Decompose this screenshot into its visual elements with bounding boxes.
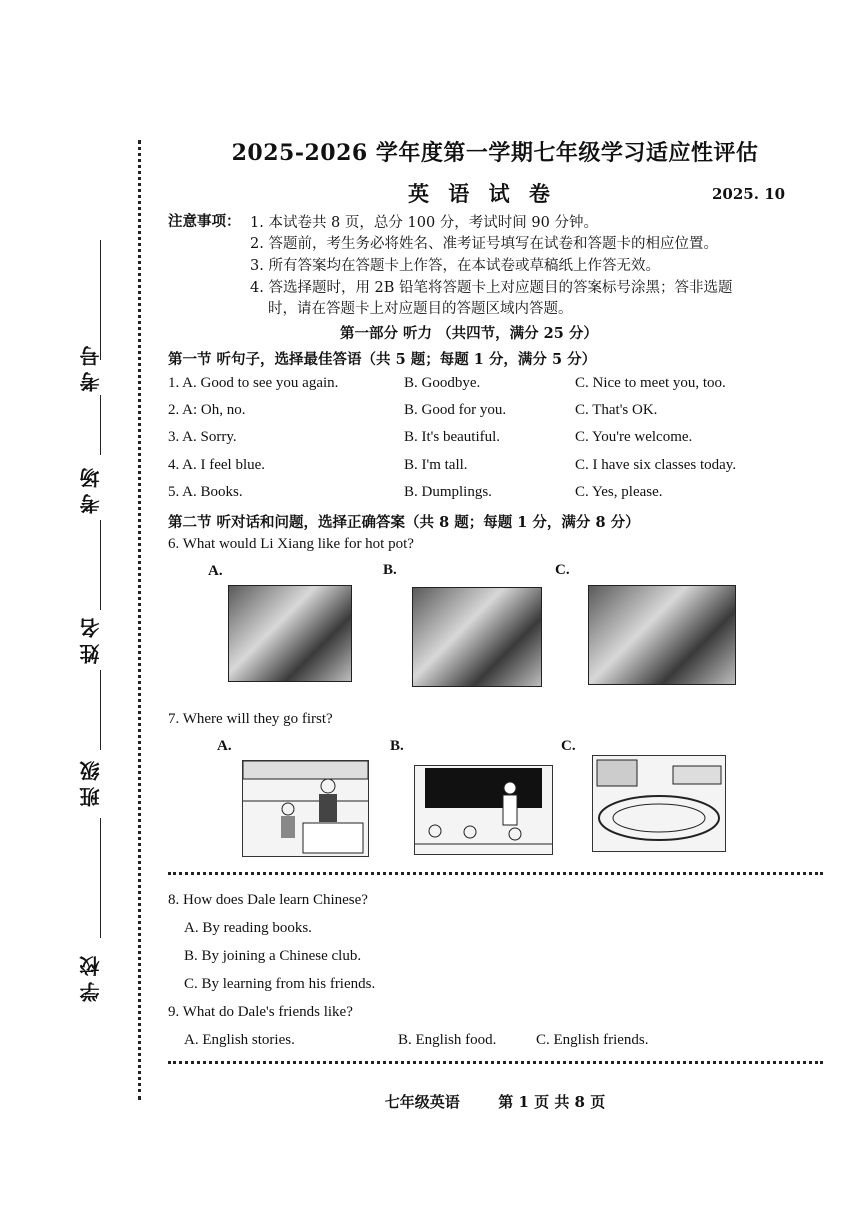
- part1-title: 第一部分 听力 （共四节，满分 25 分）: [340, 325, 598, 342]
- q4-option-c: C. I have six classes today.: [575, 457, 737, 473]
- classroom-drawing-icon: [415, 766, 552, 854]
- q6-image-a: [228, 585, 352, 682]
- field-line-class: [100, 670, 101, 750]
- exam-date: 2025. 10: [712, 185, 786, 203]
- sports-field-drawing-icon: [593, 756, 725, 851]
- notice-line: 2. 答题前，考生务必将姓名、准考证号填写在试卷和答题卡的相应位置。: [250, 236, 718, 252]
- q9-text: 9. What do Dale's friends like?: [168, 1004, 353, 1020]
- q9-option-a: A. English stories.: [184, 1032, 295, 1048]
- section1-title: 第一节 听句子，选择最佳答语（共 5 题；每题 1 分，满分 5 分）: [168, 351, 597, 368]
- field-line-name: [100, 520, 101, 610]
- field-label-exam-number: 考号: [79, 340, 103, 392]
- q7-label-b: B.: [390, 738, 404, 754]
- q7-image-a: [242, 760, 369, 857]
- q7-image-b: [414, 765, 553, 855]
- binding-line: [138, 140, 141, 1100]
- page-footer: [150, 1091, 840, 1112]
- q5-option-b: B. Dumplings.: [404, 484, 492, 500]
- q7-label-c: C.: [561, 738, 576, 754]
- field-label-class: 班级: [79, 755, 103, 807]
- q6-label-a: A.: [208, 563, 223, 579]
- notice-line: 时，请在答题卡上对应题目的答题区域内答题。: [268, 301, 573, 317]
- q8-option-c: C. By learning from his friends.: [184, 976, 376, 992]
- q8-option-b: B. By joining a Chinese club.: [184, 948, 362, 964]
- field-label-exam-room: 考场: [79, 462, 103, 514]
- q2-option-b: B. Good for you.: [404, 402, 507, 418]
- q1-option-c: C. Nice to meet you, too.: [575, 375, 726, 391]
- q8-option-a: A. By reading books.: [184, 920, 312, 936]
- section2-title: 第二节 听对话和问题，选择正确答案（共 8 题；每题 1 分，满分 8 分）: [168, 514, 640, 531]
- q7-image-c: [592, 755, 726, 852]
- field-label-school: 学校: [79, 950, 103, 1002]
- q5-option-a: 5. A. Books.: [168, 484, 243, 500]
- q3-option-c: C. You're welcome.: [575, 429, 693, 445]
- notice-line: 3. 所有答案均在答题卡上作答，在本试卷或草稿纸上作答无效。: [250, 258, 660, 274]
- q7-text: 7. Where will they go first?: [168, 711, 333, 727]
- divider: [168, 872, 823, 875]
- footer-page-number: 第 1 页 共 8 页: [498, 1093, 606, 1111]
- shop-drawing-icon: [243, 761, 368, 856]
- q6-label-c: C.: [555, 562, 570, 578]
- q1-option-b: B. Goodbye.: [404, 375, 481, 391]
- q6-text: 6. What would Li Xiang like for hot pot?: [168, 536, 414, 552]
- q4-option-a: 4. A. I feel blue.: [168, 457, 266, 473]
- exam-subtitle: 英 语 试 卷: [408, 181, 556, 206]
- q7-label-a: A.: [217, 738, 232, 754]
- q9-option-c: C. English friends.: [536, 1032, 649, 1048]
- divider: [168, 1061, 823, 1064]
- q6-image-b: [412, 587, 542, 687]
- q1-option-a: 1. A. Good to see you again.: [168, 375, 339, 391]
- q2-option-c: C. That's OK.: [575, 402, 658, 418]
- q5-option-c: C. Yes, please.: [575, 484, 663, 500]
- exam-title: 2025-2026 学年度第一学期七年级学习适应性评估: [231, 140, 759, 166]
- q6-label-b: B.: [383, 562, 397, 578]
- q9-option-b: B. English food.: [398, 1032, 497, 1048]
- notice-line: 1. 本试卷共 8 页，总分 100 分，考试时间 90 分钟。: [250, 215, 598, 231]
- q3-option-a: 3. A. Sorry.: [168, 429, 237, 445]
- field-line-exam-room: [100, 395, 101, 455]
- q6-image-c: [588, 585, 736, 685]
- notice-line: 4. 答选择题时，用 2B 铅笔将答题卡上对应题目的答案标号涂黑；答非选题: [250, 280, 733, 296]
- footer-subject: 七年级英语: [384, 1093, 460, 1111]
- notice-label: 注意事项：: [168, 213, 241, 230]
- field-label-name: 姓名: [79, 612, 103, 664]
- q4-option-b: B. I'm tall.: [404, 457, 468, 473]
- q2-option-a: 2. A: Oh, no.: [168, 402, 246, 418]
- field-line-school: [100, 818, 101, 938]
- q8-text: 8. How does Dale learn Chinese?: [168, 892, 368, 908]
- q3-option-b: B. It's beautiful.: [404, 429, 501, 445]
